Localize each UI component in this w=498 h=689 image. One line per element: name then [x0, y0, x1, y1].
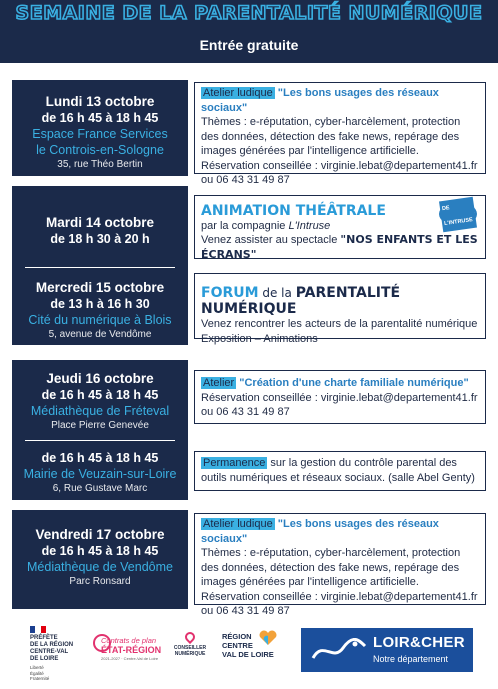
location-pin-icon: [183, 630, 197, 644]
heart-icon: [258, 630, 278, 646]
event-day: Jeudi 16 octobre: [46, 371, 154, 386]
info-block-thursday-2: [194, 451, 486, 491]
page-subtitle: Entrée gratuite: [199, 37, 299, 53]
event-address: 5, avenue de Vendôme: [48, 329, 152, 340]
event-reservation[interactable]: Réservation conseillée : virginie.lebat@departement41.fr: [201, 391, 478, 404]
event-tag: Atelier: [203, 377, 235, 389]
info-block-thursday-1: [194, 370, 486, 424]
lintruse-logo-icon: DE L'INTRUSE: [439, 202, 477, 226]
event-title: "Les bons usages des réseaux sociaux": [201, 518, 439, 545]
divider: [25, 440, 175, 441]
event-address: 35, rue Théo Bertin: [57, 159, 143, 170]
info-block-tuesday: DE L'INTRUSE ANIMATION THÉÂTRALE par la compagnie L'Intruse Venez assister au spectacle "NOS ENFANTS ET LES ÉCRANS": [194, 195, 486, 259]
event-place: Mairie de Veuzain-sur-Loire: [23, 467, 177, 481]
event-description: Venez rencontrer les acteurs de la parentalité numérique: [201, 318, 478, 330]
prefecture-logo: PRÉFÈTE DE LA RÉGION CENTRE-VAL DE LOIRE Liberté Égalité Fraternité: [30, 626, 73, 682]
date-block-friday: [12, 510, 188, 609]
date-block-monday: [12, 80, 188, 176]
event-place: Cité du numérique à Blois: [28, 313, 172, 327]
event-title: "Les bons usages des réseaux sociaux": [201, 87, 439, 114]
show-name: "NOS ENFANTS ET LES ÉCRANS": [201, 233, 478, 261]
event-place: le Controis-en-Sologne: [36, 143, 164, 157]
event-description: Thèmes : e-réputation, cyber-harcèlement, protection des données, détection des fake news, repérage des images générées par l'intelligence artificielle.: [201, 116, 461, 157]
loire-wave-icon: [311, 638, 367, 664]
event-description: Thèmes : e-réputation, cyber-harcèlement, protection des données, détection des fake news, repérage des images générées par l'intelligence artificielle.: [201, 547, 461, 588]
info-block-monday: [194, 82, 486, 186]
event-place: Médiathèque de Fréteval: [30, 404, 170, 418]
event-title: ANIMATION THÉÂTRALE: [201, 203, 386, 219]
event-day: Mercredi 15 octobre: [35, 280, 165, 295]
event-phone[interactable]: ou 06 43 31 49 87: [201, 605, 290, 617]
event-day: Vendredi 17 octobre: [35, 527, 165, 542]
event-day: Lundi 13 octobre: [45, 94, 155, 109]
region-centre-logo: RÉGION CENTRE VAL DE LOIRE: [222, 632, 282, 659]
event-time: de 16 h 45 à 18 h 45: [41, 388, 159, 402]
date-block-tue-wed: [12, 186, 188, 345]
event-tag: Atelier ludique: [203, 518, 273, 530]
loir-et-cher-tagline: Notre département: [373, 654, 449, 664]
info-block-wednesday: FORUM de la PARENTALITÉ NUMÉRIQUE Venez rencontrer les acteurs de la parentalité numérique Exposition – Animations: [194, 273, 486, 339]
event-title: "Création d'une charte familiale numérique": [239, 377, 469, 389]
event-address: Parc Ronsard: [69, 576, 131, 587]
loir-et-cher-logo: [301, 628, 473, 672]
event-time: de 16 h 45 à 18 h 45: [41, 451, 159, 465]
date-block-thursday: [12, 360, 188, 500]
event-time: de 16 h 45 à 18 h 45: [41, 544, 159, 558]
event-time: de 18 h 30 à 20 h: [50, 232, 150, 246]
event-tag: Permanence: [203, 457, 266, 469]
event-time: de 13 h à 16 h 30: [50, 297, 150, 311]
info-block-friday: [194, 513, 486, 617]
event-place: Médiathèque de Vendôme: [27, 560, 173, 574]
event-address: 6, Rue Gustave Marc: [52, 483, 148, 494]
divider: [25, 267, 175, 268]
event-phone[interactable]: ou 06 43 31 49 87: [201, 174, 290, 186]
company-name: L'Intruse: [288, 219, 331, 232]
event-place: Espace France Services: [32, 127, 168, 141]
event-reservation[interactable]: Réservation conseillée : virginie.lebat@departement41.fr: [201, 590, 478, 603]
event-description: sur la gestion du contrôle parental des outils numériques et réseaux sociaux. (salle Abel Genty): [201, 457, 475, 484]
event-phone[interactable]: ou 06 43 31 49 87: [201, 406, 290, 418]
forum-title: FORUM: [201, 285, 259, 301]
conseiller-numerique-logo: CONSEILLER NUMÉRIQUE: [170, 632, 210, 657]
event-day: Mardi 14 octobre: [45, 215, 155, 230]
loir-et-cher-name: LOIR&CHER: [373, 634, 465, 651]
event-tag: Atelier ludique: [203, 87, 273, 99]
event-address: Place Pierre Genevée: [51, 420, 149, 431]
forum-subtitle: PARENTALITÉ NUMÉRIQUE: [201, 285, 401, 317]
footer-logos: PRÉFÈTE DE LA RÉGION CENTRE-VAL DE LOIRE Liberté Égalité Fraternité Contrats de plan ÉTAT-RÉGION 2021-2027 · Centre-Val de Loire CONSEILLER NUMÉRIQUE RÉGION CENTRE VAL DE LOIRE LOIR&CHER Notre département: [0, 620, 498, 689]
header-banner: [0, 0, 498, 63]
page-title: SEMAINE DE LA PARENTALITÉ NUMÉRIQUE: [15, 2, 483, 24]
event-description: Exposition – Animations: [201, 332, 318, 345]
french-flag-icon: [30, 626, 46, 633]
event-time: de 16 h 45 à 18 h 45: [41, 111, 159, 125]
event-reservation[interactable]: Réservation conseillée : virginie.lebat@departement41.fr: [201, 159, 478, 172]
